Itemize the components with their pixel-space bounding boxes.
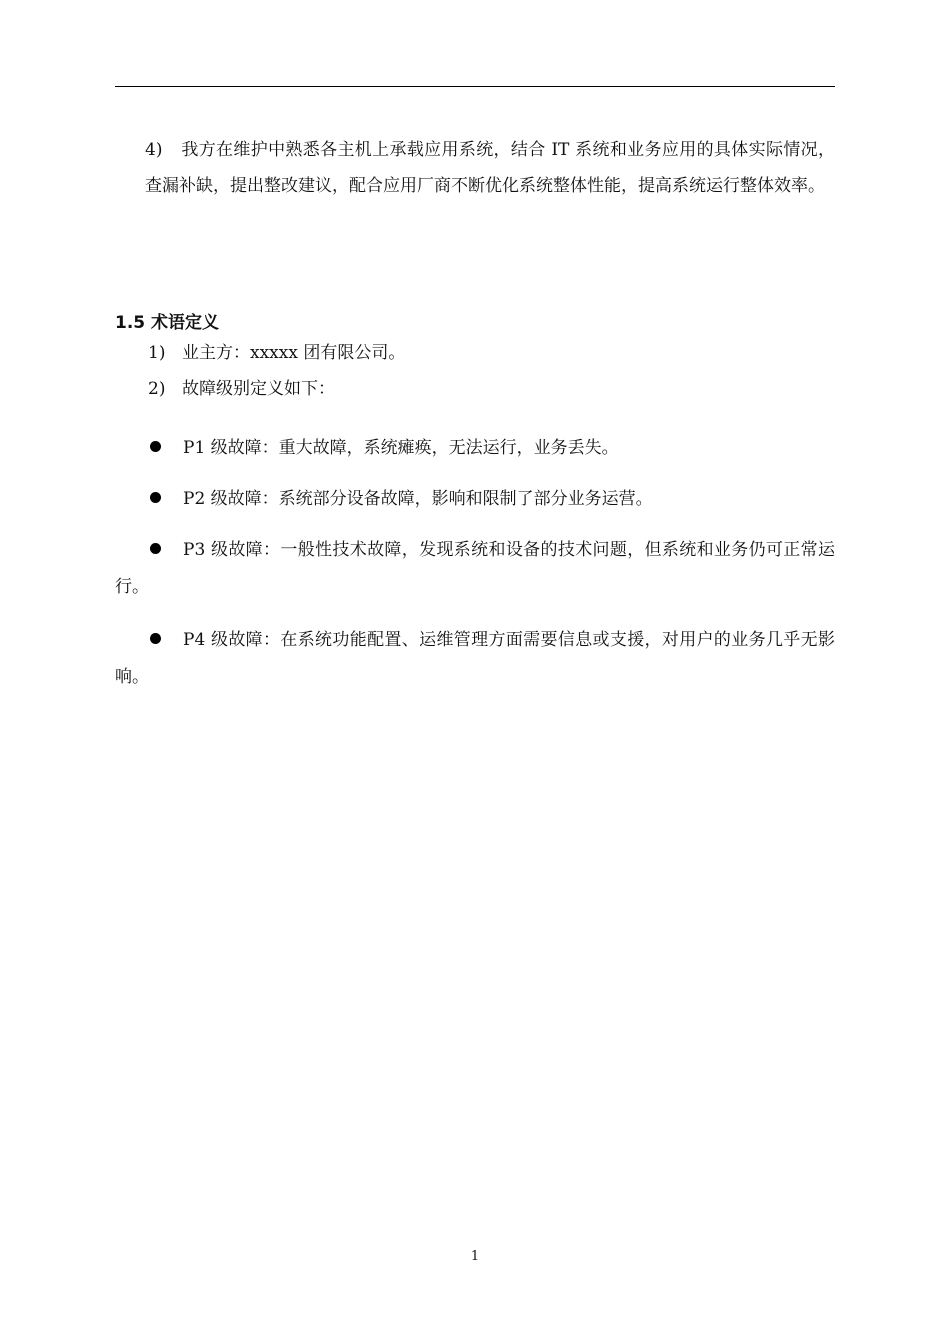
item-text: 我方在维护中熟悉各主机上承载应用系统，结合 IT 系统和业务应用的具体实际情况，查漏补缺，提出整改建议，配合应用厂商不断优化系统整体性能，提高系统运行整体效率。 <box>145 140 835 196</box>
bullet-text: P1 级故障：重大故障，系统瘫痪，无法运行，业务丢失。 <box>183 438 619 458</box>
bullet-dot-icon <box>150 441 161 452</box>
bullet-dot-icon <box>150 492 161 503</box>
item-number: 2) <box>148 379 166 399</box>
item-text: 业主方：xxxxx 团有限公司。 <box>182 343 406 363</box>
item-text: 故障级别定义如下： <box>182 379 335 399</box>
bullet-item-p2 <box>115 481 835 518</box>
bullet-dot-icon <box>150 543 161 554</box>
bullet-dot-icon <box>150 633 161 644</box>
paragraph-item-4 <box>145 132 835 204</box>
page-number: 1 <box>470 1249 480 1264</box>
bullet-text: P2 级故障：系统部分设备故障，影响和限制了部分业务运营。 <box>183 489 653 509</box>
header-rule <box>115 86 835 87</box>
item-number: 1) <box>148 343 166 363</box>
list-item-2 <box>148 376 335 402</box>
bullet-text: P3 级故障：一般性技术故障，发现系统和设备的技术问题，但系统和业务仍可正常运行。 <box>115 540 835 597</box>
item-number: 4) <box>145 140 163 160</box>
bullet-item-p4 <box>115 622 835 696</box>
bullet-item-p3 <box>115 532 835 606</box>
section-heading: 1.5 术语定义 <box>115 313 220 333</box>
list-item-1 <box>148 340 405 366</box>
bullet-text: P4 级故障：在系统功能配置、运维管理方面需要信息或支援，对用户的业务几乎无影响。 <box>115 630 835 687</box>
bullet-item-p1 <box>115 430 835 467</box>
